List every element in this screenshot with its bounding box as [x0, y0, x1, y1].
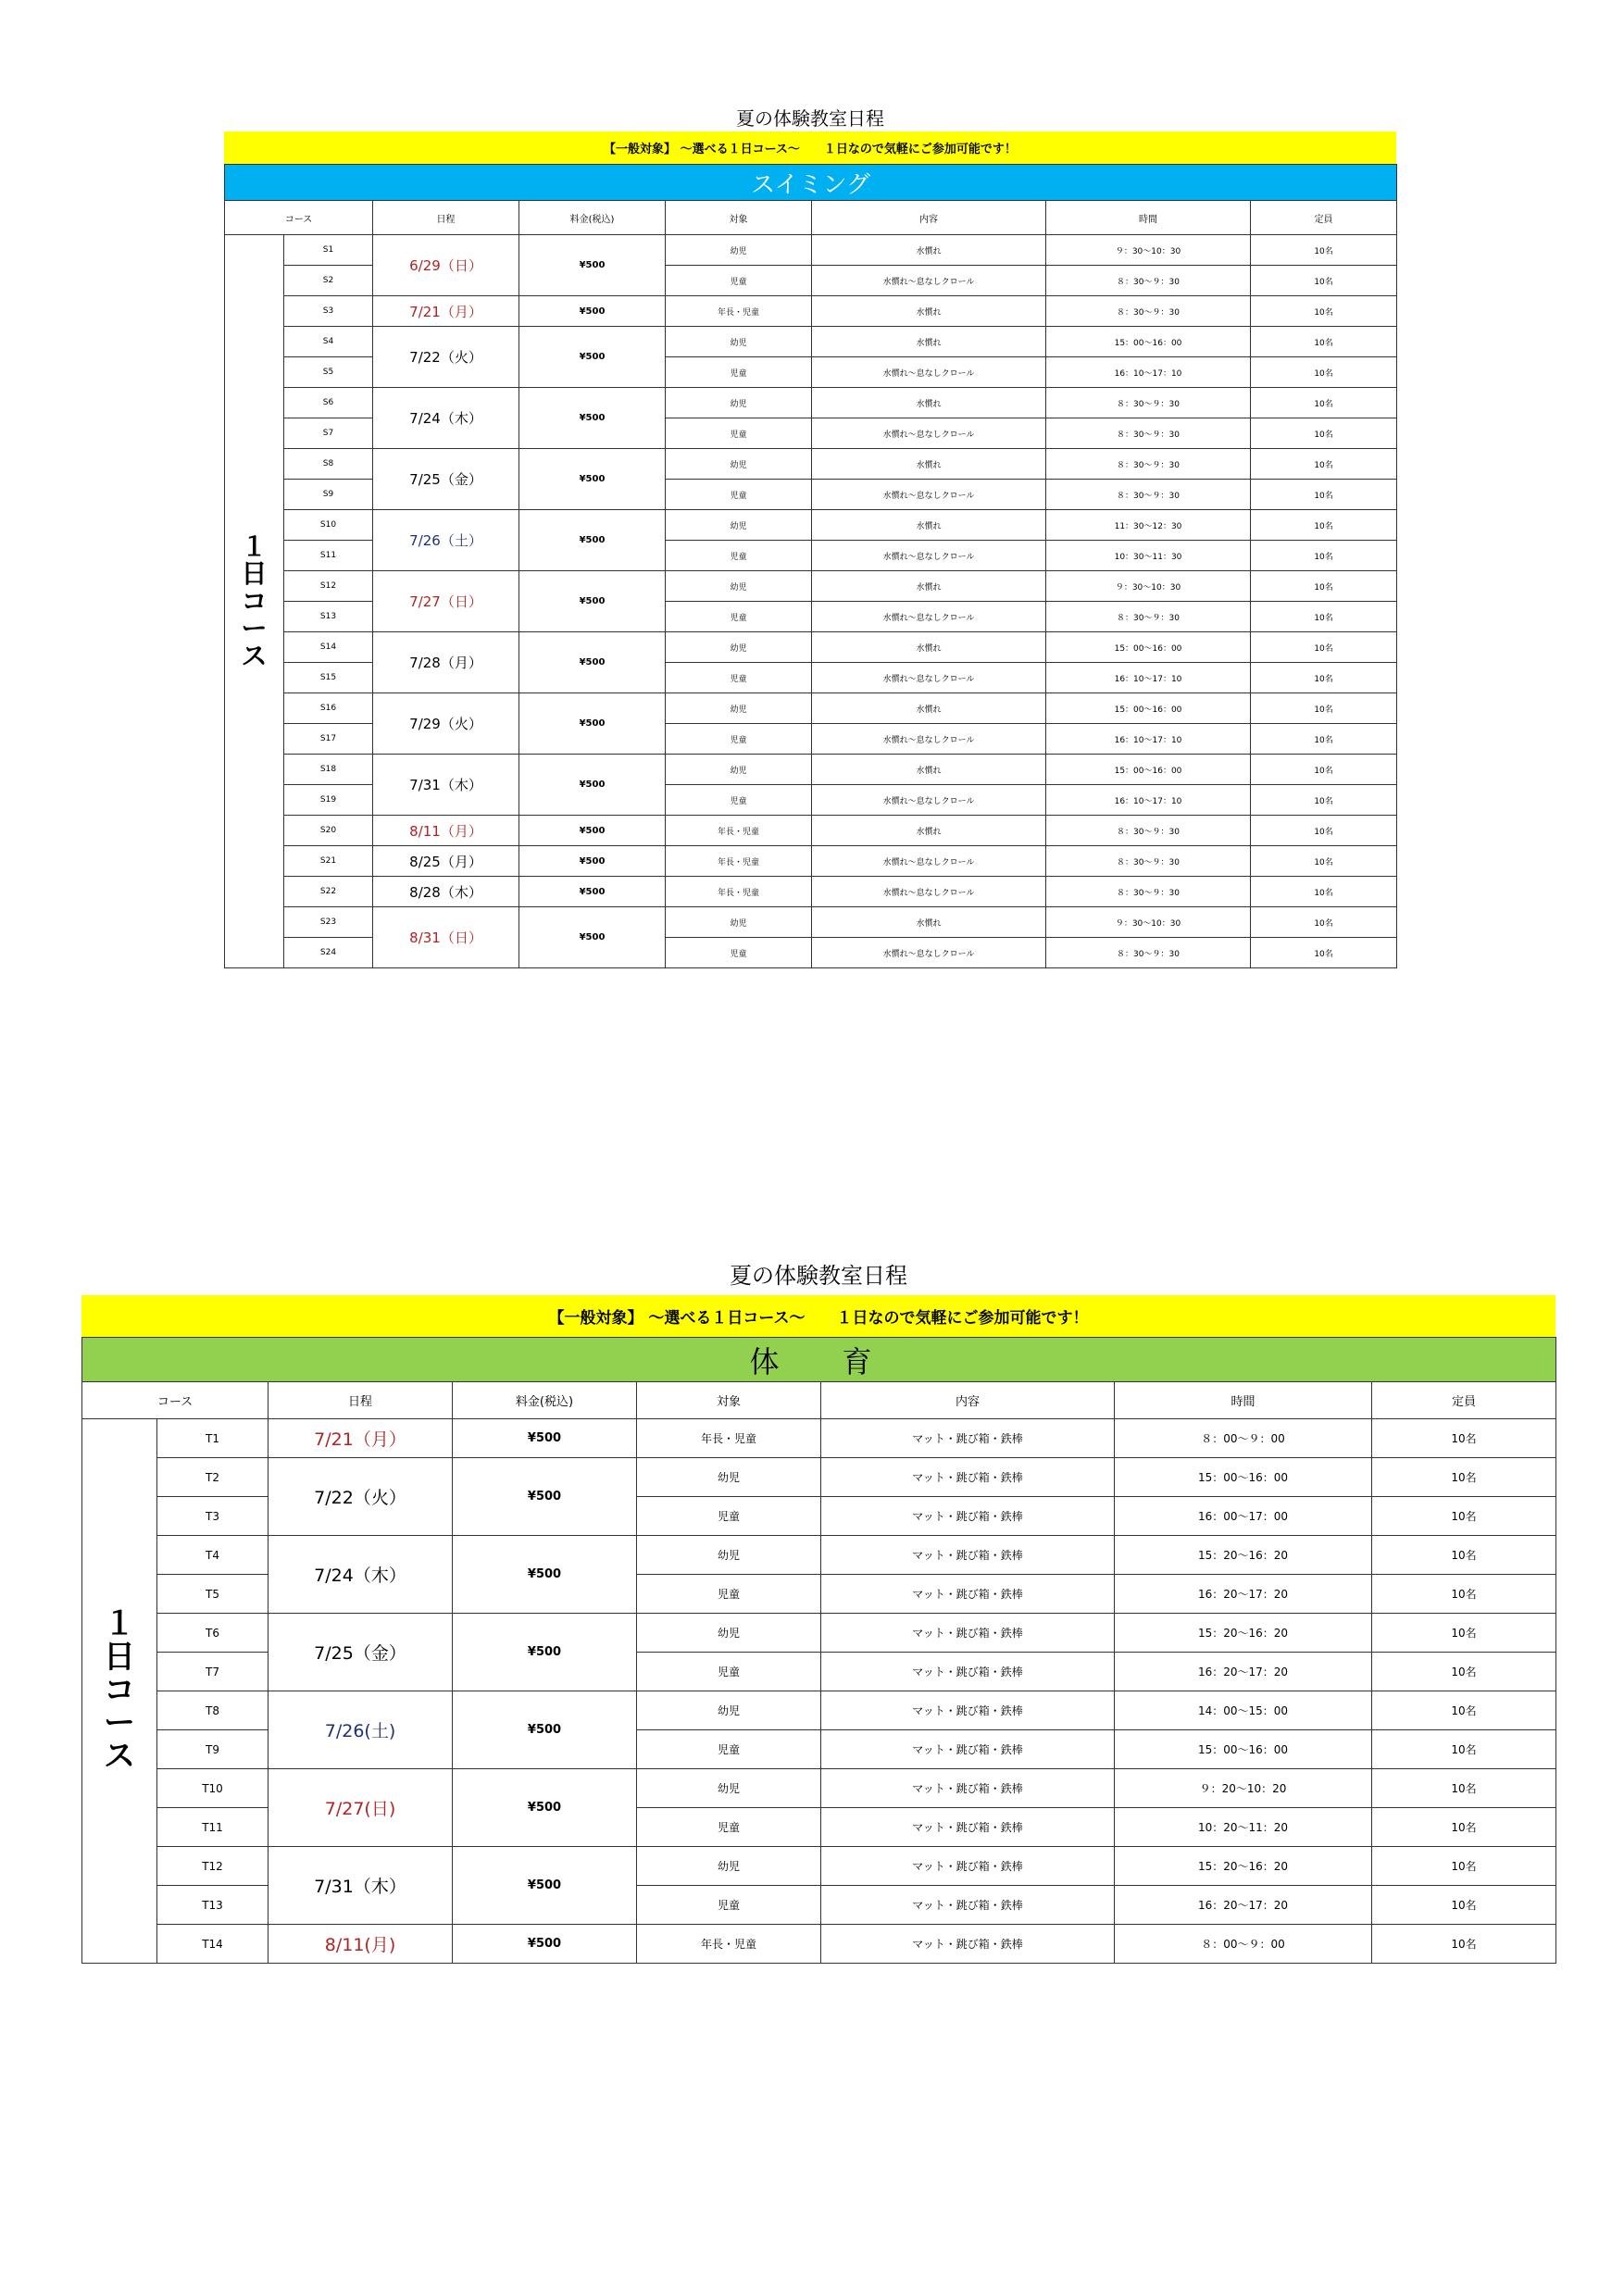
course-code: T2 [157, 1458, 269, 1497]
lesson-content: 水慣れ～息なしクロール [812, 480, 1046, 510]
category-title: スイミング [225, 165, 1397, 201]
lesson-content: 水慣れ [812, 296, 1046, 327]
target-age: 児童 [637, 1808, 821, 1847]
target-age: 幼児 [666, 235, 812, 266]
lesson-time: 15：00～16：00 [1115, 1730, 1372, 1769]
lesson-time: 14：00～15：00 [1115, 1691, 1372, 1730]
lesson-content: 水慣れ [812, 235, 1046, 266]
capacity: 10名 [1251, 235, 1397, 266]
lesson-time: 15：00～16：00 [1046, 632, 1251, 663]
lesson-time: ８：30～９：30 [1046, 418, 1251, 449]
session-fee: ¥500 [519, 510, 666, 571]
course-code: S6 [284, 388, 373, 418]
lesson-content: マット・跳び箱・鉄棒 [821, 1536, 1115, 1575]
capacity: 10名 [1251, 480, 1397, 510]
table-row [82, 1419, 1556, 1458]
session-date: 7/26（土） [373, 510, 519, 571]
side-label-char: コ [104, 1671, 135, 1709]
table-row [225, 755, 1397, 785]
lesson-content: 水慣れ～息なしクロール [812, 418, 1046, 449]
lesson-time: 16：10～17：10 [1046, 724, 1251, 755]
header-content: 内容 [821, 1382, 1115, 1419]
session-date: 8/31（日） [373, 907, 519, 968]
lesson-time: 16：20～17：20 [1115, 1886, 1372, 1925]
header-capacity: 定員 [1372, 1382, 1556, 1419]
doc-title: 夏の体験教室日程 [736, 107, 884, 130]
category-row [225, 165, 1397, 201]
target-age: 児童 [637, 1653, 821, 1691]
session-fee: ¥500 [519, 571, 666, 632]
table-row [225, 510, 1397, 541]
session-fee: ¥500 [453, 1691, 637, 1769]
course-code: S17 [284, 724, 373, 755]
lesson-time: 10：30～11：30 [1046, 541, 1251, 571]
table-row [82, 1458, 1556, 1497]
header-row [82, 1382, 1556, 1419]
capacity: 10名 [1251, 388, 1397, 418]
course-code: S5 [284, 357, 373, 388]
lesson-content: 水慣れ～息なしクロール [812, 266, 1046, 296]
session-date: 7/25（金） [373, 449, 519, 510]
header-time: 時間 [1046, 201, 1251, 235]
table-row [225, 816, 1397, 846]
session-date: 7/27（日） [373, 571, 519, 632]
capacity: 10名 [1251, 449, 1397, 480]
lesson-content: 水慣れ [812, 388, 1046, 418]
target-age: 児童 [666, 357, 812, 388]
target-age: 児童 [666, 541, 812, 571]
target-age: 児童 [666, 785, 812, 816]
lesson-time: 10：20～11：20 [1115, 1808, 1372, 1847]
lesson-time: ８：30～９：30 [1046, 266, 1251, 296]
header-course: コース [82, 1382, 269, 1419]
side-label-char: ス [241, 640, 268, 671]
capacity: 10名 [1251, 296, 1397, 327]
course-code: S12 [284, 571, 373, 602]
header-row [225, 201, 1397, 235]
lesson-time: 16：00～17：00 [1115, 1497, 1372, 1536]
category-title: 体 育 [82, 1338, 1556, 1382]
lesson-time: 16：20～17：20 [1115, 1653, 1372, 1691]
target-age: 幼児 [666, 693, 812, 724]
lesson-content: 水慣れ～息なしクロール [812, 541, 1046, 571]
capacity: 10名 [1372, 1769, 1556, 1808]
capacity: 10名 [1251, 877, 1397, 907]
lesson-time: 15：00～16：00 [1115, 1458, 1372, 1497]
lesson-content: マット・跳び箱・鉄棒 [821, 1691, 1115, 1730]
table-row [225, 907, 1397, 938]
session-date: 7/29（火） [373, 693, 519, 755]
course-code: S3 [284, 296, 373, 327]
session-fee: ¥500 [519, 816, 666, 846]
capacity: 10名 [1251, 510, 1397, 541]
capacity: 10名 [1251, 266, 1397, 296]
target-age: 幼児 [666, 907, 812, 938]
target-age: 児童 [666, 480, 812, 510]
course-code: T8 [157, 1691, 269, 1730]
session-fee: ¥500 [519, 907, 666, 968]
lesson-time: ８：30～９：30 [1046, 296, 1251, 327]
one-day-course-label [82, 1419, 157, 1964]
lesson-content: 水慣れ [812, 693, 1046, 724]
course-code: S7 [284, 418, 373, 449]
lesson-time: ８：30～９：30 [1046, 877, 1251, 907]
course-code: T6 [157, 1614, 269, 1653]
table-row [82, 1536, 1556, 1575]
table-row [225, 877, 1397, 907]
capacity: 10名 [1251, 785, 1397, 816]
lesson-content: 水慣れ～息なしクロール [812, 877, 1046, 907]
course-code: S11 [284, 541, 373, 571]
pe-section [81, 1262, 1555, 1964]
target-age: 幼児 [637, 1691, 821, 1730]
target-age: 年長・児童 [666, 846, 812, 877]
lesson-time: 15：20～16：20 [1115, 1847, 1372, 1886]
lesson-time: 15：00～16：00 [1046, 755, 1251, 785]
capacity: 10名 [1372, 1653, 1556, 1691]
lesson-time: ８：30～９：30 [1046, 846, 1251, 877]
target-age: 児童 [666, 266, 812, 296]
capacity: 10名 [1251, 755, 1397, 785]
lesson-content: 水慣れ [812, 571, 1046, 602]
target-age: 幼児 [666, 327, 812, 357]
target-age: 年長・児童 [666, 877, 812, 907]
capacity: 10名 [1372, 1614, 1556, 1653]
lesson-time: 15：00～16：00 [1046, 693, 1251, 724]
table-row [82, 1925, 1556, 1964]
lesson-time: ８：30～９：30 [1046, 938, 1251, 968]
target-age: 幼児 [666, 449, 812, 480]
course-code: T12 [157, 1847, 269, 1886]
target-age: 児童 [637, 1730, 821, 1769]
one-day-course-label [225, 235, 284, 968]
target-age: 児童 [666, 418, 812, 449]
table-row [225, 327, 1397, 357]
lesson-content: 水慣れ～息なしクロール [812, 357, 1046, 388]
table-row [82, 1691, 1556, 1730]
table-row [225, 449, 1397, 480]
session-date: 7/27(日) [269, 1769, 453, 1847]
lesson-time: 15：00～16：00 [1046, 327, 1251, 357]
session-date: 8/11（月） [373, 816, 519, 846]
course-code: T14 [157, 1925, 269, 1964]
target-age: 幼児 [666, 755, 812, 785]
target-age: 幼児 [666, 571, 812, 602]
lesson-content: 水慣れ～息なしクロール [812, 846, 1046, 877]
lesson-content: マット・跳び箱・鉄棒 [821, 1653, 1115, 1691]
session-fee: ¥500 [453, 1536, 637, 1614]
session-date: 7/25（金） [269, 1614, 453, 1691]
capacity: 10名 [1251, 663, 1397, 693]
target-age: 幼児 [637, 1536, 821, 1575]
course-code: S18 [284, 755, 373, 785]
table-row [82, 1769, 1556, 1808]
capacity: 10名 [1251, 602, 1397, 632]
lesson-content: 水慣れ～息なしクロール [812, 663, 1046, 693]
lesson-time: ８：30～９：30 [1046, 449, 1251, 480]
target-age: 年長・児童 [637, 1925, 821, 1964]
target-age: 幼児 [637, 1769, 821, 1808]
session-fee: ¥500 [453, 1419, 637, 1458]
lesson-content: マット・跳び箱・鉄棒 [821, 1419, 1115, 1458]
lesson-content: マット・跳び箱・鉄棒 [821, 1575, 1115, 1614]
lesson-time: 15：20～16：20 [1115, 1614, 1372, 1653]
capacity: 10名 [1372, 1419, 1556, 1458]
table-row [225, 388, 1397, 418]
session-date: 8/28（木） [373, 877, 519, 907]
lesson-content: 水慣れ [812, 907, 1046, 938]
header-course: コース [225, 201, 373, 235]
session-fee: ¥500 [453, 1614, 637, 1691]
lesson-content: 水慣れ～息なしクロール [812, 602, 1046, 632]
target-age: 幼児 [637, 1614, 821, 1653]
side-label-char: ス [104, 1738, 135, 1776]
session-date: 7/21（月） [269, 1419, 453, 1458]
course-code: T4 [157, 1536, 269, 1575]
course-code: T7 [157, 1653, 269, 1691]
header-capacity: 定員 [1251, 201, 1397, 235]
lesson-content: 水慣れ [812, 449, 1046, 480]
lesson-time: 16：20～17：20 [1115, 1575, 1372, 1614]
capacity: 10名 [1372, 1886, 1556, 1925]
capacity: 10名 [1251, 846, 1397, 877]
course-code: S2 [284, 266, 373, 296]
course-code: S14 [284, 632, 373, 663]
doc-title: 夏の体験教室日程 [730, 1263, 907, 1289]
lesson-content: 水慣れ [812, 510, 1046, 541]
course-code: T9 [157, 1730, 269, 1769]
lesson-time: 16：10～17：10 [1046, 663, 1251, 693]
session-fee: ¥500 [453, 1769, 637, 1847]
lesson-time: ８：30～９：30 [1046, 602, 1251, 632]
lesson-time: ８：00～９：00 [1115, 1419, 1372, 1458]
session-fee: ¥500 [453, 1458, 637, 1536]
side-label-char: １ [241, 531, 268, 563]
course-code: S10 [284, 510, 373, 541]
course-code: S16 [284, 693, 373, 724]
lesson-content: 水慣れ [812, 327, 1046, 357]
pe-schedule-table [81, 1337, 1556, 1964]
course-code: T10 [157, 1769, 269, 1808]
session-date: 8/11(月) [269, 1925, 453, 1964]
header-date: 日程 [373, 201, 519, 235]
course-code: S4 [284, 327, 373, 357]
course-code: S24 [284, 938, 373, 968]
table-row [225, 632, 1397, 663]
session-date: 8/25（月） [373, 846, 519, 877]
capacity: 10名 [1372, 1536, 1556, 1575]
target-age: 児童 [637, 1497, 821, 1536]
session-fee: ¥500 [453, 1925, 637, 1964]
target-age: 児童 [666, 663, 812, 693]
target-age: 児童 [637, 1575, 821, 1614]
lesson-content: 水慣れ [812, 816, 1046, 846]
lesson-content: マット・跳び箱・鉄棒 [821, 1808, 1115, 1847]
capacity: 10名 [1372, 1730, 1556, 1769]
header-content: 内容 [812, 201, 1046, 235]
session-fee: ¥500 [519, 755, 666, 816]
course-code: S21 [284, 846, 373, 877]
lesson-time: ９：20～10：20 [1115, 1769, 1372, 1808]
capacity: 10名 [1372, 1808, 1556, 1847]
header-target: 対象 [666, 201, 812, 235]
table-row [225, 296, 1397, 327]
swimming-section [224, 106, 1396, 968]
lesson-time: ８：00～９：00 [1115, 1925, 1372, 1964]
lesson-time: 16：10～17：10 [1046, 785, 1251, 816]
lesson-content: マット・跳び箱・鉄棒 [821, 1886, 1115, 1925]
target-age: 幼児 [666, 632, 812, 663]
course-code: T3 [157, 1497, 269, 1536]
course-code: S13 [284, 602, 373, 632]
capacity: 10名 [1372, 1497, 1556, 1536]
target-age: 児童 [666, 602, 812, 632]
target-age: 児童 [666, 724, 812, 755]
session-fee: ¥500 [519, 693, 666, 755]
target-age: 児童 [666, 938, 812, 968]
capacity: 10名 [1251, 724, 1397, 755]
table-row [225, 846, 1397, 877]
lesson-time: 11：30～12：30 [1046, 510, 1251, 541]
lesson-content: 水慣れ～息なしクロール [812, 724, 1046, 755]
header-date: 日程 [269, 1382, 453, 1419]
course-code: S15 [284, 663, 373, 693]
lesson-content: 水慣れ～息なしクロール [812, 785, 1046, 816]
side-label-char: 日 [104, 1638, 135, 1676]
course-code: S8 [284, 449, 373, 480]
capacity: 10名 [1251, 418, 1397, 449]
target-age: 年長・児童 [666, 296, 812, 327]
session-fee: ¥500 [519, 327, 666, 388]
session-date: 7/22（火） [269, 1458, 453, 1536]
capacity: 10名 [1372, 1691, 1556, 1730]
session-fee: ¥500 [519, 846, 666, 877]
session-date: 7/22（火） [373, 327, 519, 388]
capacity: 10名 [1251, 907, 1397, 938]
target-age: 幼児 [666, 510, 812, 541]
session-fee: ¥500 [519, 449, 666, 510]
course-code: S23 [284, 907, 373, 938]
target-age: 児童 [637, 1886, 821, 1925]
header-time: 時間 [1115, 1382, 1372, 1419]
session-date: 7/31（木） [373, 755, 519, 816]
session-date: 7/31（木） [269, 1847, 453, 1925]
course-code: T13 [157, 1886, 269, 1925]
lesson-time: 16：10～17：10 [1046, 357, 1251, 388]
capacity: 10名 [1251, 632, 1397, 663]
session-date: 7/21（月） [373, 296, 519, 327]
table-row [225, 571, 1397, 602]
capacity: 10名 [1251, 816, 1397, 846]
capacity: 10名 [1251, 327, 1397, 357]
side-label-char: コ [241, 585, 268, 617]
course-code: S9 [284, 480, 373, 510]
lesson-content: マット・跳び箱・鉄棒 [821, 1614, 1115, 1653]
course-code: T1 [157, 1419, 269, 1458]
capacity: 10名 [1251, 541, 1397, 571]
capacity: 10名 [1251, 938, 1397, 968]
lesson-time: ８：30～９：30 [1046, 388, 1251, 418]
table-row [82, 1614, 1556, 1653]
target-age: 幼児 [637, 1458, 821, 1497]
session-date: 7/26(土) [269, 1691, 453, 1769]
lesson-time: ８：30～９：30 [1046, 816, 1251, 846]
side-label-char: １ [104, 1605, 135, 1643]
table-row [82, 1847, 1556, 1886]
side-label-char: 日 [241, 558, 268, 590]
lesson-content: マット・跳び箱・鉄棒 [821, 1769, 1115, 1808]
capacity: 10名 [1372, 1575, 1556, 1614]
session-fee: ¥500 [519, 877, 666, 907]
capacity: 10名 [1251, 571, 1397, 602]
course-code: S1 [284, 235, 373, 266]
target-age: 年長・児童 [666, 816, 812, 846]
header-fee: 料金(税込) [519, 201, 666, 235]
capacity: 10名 [1251, 693, 1397, 724]
lesson-time: 15：20～16：20 [1115, 1536, 1372, 1575]
session-date: 7/24（木） [269, 1536, 453, 1614]
lesson-content: マット・跳び箱・鉄棒 [821, 1458, 1115, 1497]
lesson-content: マット・跳び箱・鉄棒 [821, 1847, 1115, 1886]
session-fee: ¥500 [519, 632, 666, 693]
course-code: T5 [157, 1575, 269, 1614]
session-fee: ¥500 [519, 388, 666, 449]
capacity: 10名 [1372, 1847, 1556, 1886]
target-age: 年長・児童 [637, 1419, 821, 1458]
lesson-content: 水慣れ [812, 755, 1046, 785]
target-banner: 【一般対象】 ～選べる１日コース～ １日なので気軽にご参加可能です！ [81, 1295, 1555, 1337]
session-fee: ¥500 [519, 235, 666, 296]
session-date: 7/28（月） [373, 632, 519, 693]
session-fee: ¥500 [453, 1847, 637, 1925]
target-age: 幼児 [637, 1847, 821, 1886]
course-code: S19 [284, 785, 373, 816]
category-row [82, 1338, 1556, 1382]
lesson-time: ９：30～10：30 [1046, 571, 1251, 602]
lesson-time: ８：30～９：30 [1046, 480, 1251, 510]
table-row [225, 693, 1397, 724]
capacity: 10名 [1372, 1925, 1556, 1964]
session-date: 7/24（木） [373, 388, 519, 449]
course-code: S22 [284, 877, 373, 907]
side-label-char: ー [241, 613, 268, 644]
target-age: 幼児 [666, 388, 812, 418]
capacity: 10名 [1372, 1458, 1556, 1497]
session-date: 6/29（日） [373, 235, 519, 296]
capacity: 10名 [1251, 357, 1397, 388]
session-fee: ¥500 [519, 296, 666, 327]
course-code: T11 [157, 1808, 269, 1847]
lesson-time: ９：30～10：30 [1046, 235, 1251, 266]
table-row [225, 235, 1397, 266]
lesson-content: 水慣れ～息なしクロール [812, 938, 1046, 968]
target-banner: 【一般対象】 ～選べる１日コース～ １日なので気軽にご参加可能です！ [224, 131, 1396, 164]
swimming-schedule-table [224, 164, 1397, 968]
lesson-content: 水慣れ [812, 632, 1046, 663]
header-target: 対象 [637, 1382, 821, 1419]
header-fee: 料金(税込) [453, 1382, 637, 1419]
side-label-char: ー [104, 1704, 135, 1742]
lesson-content: マット・跳び箱・鉄棒 [821, 1730, 1115, 1769]
lesson-content: マット・跳び箱・鉄棒 [821, 1925, 1115, 1964]
lesson-content: マット・跳び箱・鉄棒 [821, 1497, 1115, 1536]
lesson-time: ９：30～10：30 [1046, 907, 1251, 938]
course-code: S20 [284, 816, 373, 846]
